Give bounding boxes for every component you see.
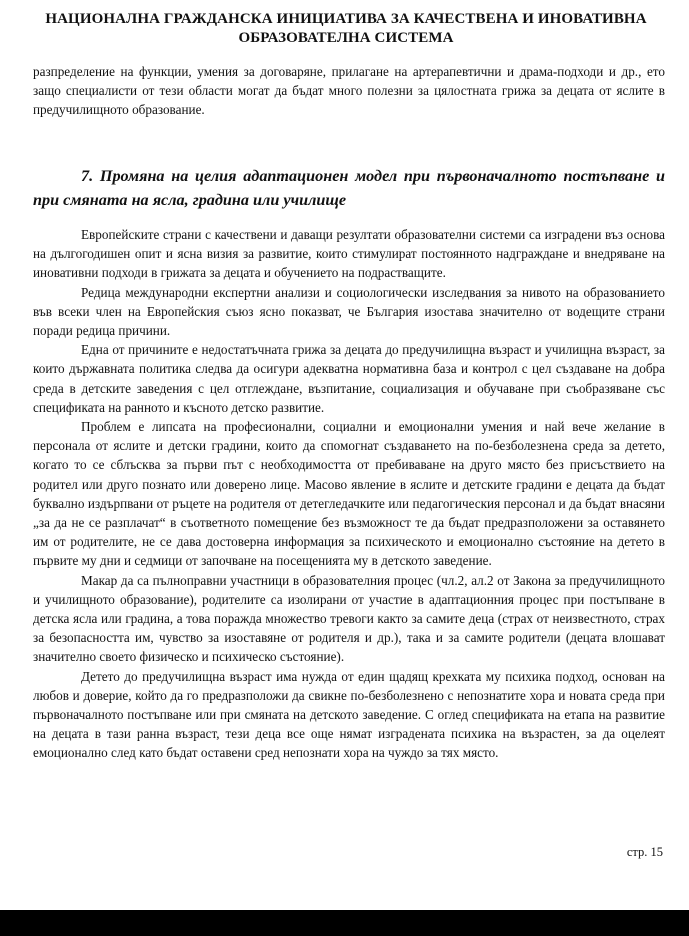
paragraph: Европейските страни с качествени и даващи резултати образователни системи са изградени въз основа на дългогодишен опит и ясна визия за развитие, които стимулират постоянното надграждане и внедряване на иновативни подходи в грижата за децата и обучението на подрастващите.	[33, 227, 665, 281]
paragraph: Макар да са пълноправни участници в образователния процес (чл.2, ал.2 от Закона за предучилищното и училищното образование), родителите са изолирани от участие в адаптационния процес при постъпване в детска ясла или градина, а това поражда множество тревоги както за самите деца (страх от неизвестното, страх за безопасността им, чувство за изоставяне от родителя и др.), така и за самите родители (децата влошават значително своето физическо и психическо състояние).	[33, 572, 665, 665]
section-heading: 7. Промяна на целия адаптационен модел при първоначалното постъпване и при смяната на ясла, градина или училище	[33, 167, 665, 209]
header-line-1: НАЦИОНАЛНА ГРАЖДАНСКА ИНИЦИАТИВА ЗА КАЧЕСТВЕНА И ИНОВАТИВНА	[45, 11, 647, 27]
document-header	[40, 10, 652, 48]
bottom-black-bar	[0, 910, 689, 936]
section-body	[33, 225, 665, 763]
paragraph: Детето до предучилищна възраст има нужда от един щадящ крехката му психика подход, основан на любов и доверие, който да го предразположи да свикне по-безболезнено с непознатите хора и новата среда при първоначалното постъпване или при смяната на детското заведение. С оглед спецификата на етапа на развитие на децата в тази ранна възраст, тези деца все още нямат изградената психика на възрастен, за да оцелеят емоционално след като бъдат оставени сред непознати хора на чуждо за тях място.	[33, 668, 665, 761]
intro-text	[33, 62, 665, 120]
paragraph: Редица международни експертни анализи и социологически изследвания за нивото на образованието във всеки член на Европейския съюз ясно показват, че България изостава значително от водещите страни поради редица причини.	[33, 284, 665, 339]
paragraph: Една от причините е недостатъчната грижа за децата до предучилищна възраст и училищна възраст, за които държавната политика следва да осигури адекватна нормативна база и контрол с цел създаване на добра среда в детските заведения с цел отглеждане, възпитание, социализация и обучаване при съобразяване със спецификата на ранното и късното детско развитие.	[33, 342, 665, 415]
paragraph: Проблем е липсата на професионални, социални и емоционални умения и най вече желание в персонала от яслите и детски градини, които да спомогнат създаването на по-безболезнена среда за детето, когато то се сблъсква за първи път с необходимостта от пребиваване на друго място без присъствието на родител или друго познато или доверено лице. Масово явление в яслите и детските градини е децата да бъдат буквално издърпвани от ръцете на родителя от детегледачките или педагогическия персонал и да бъдат внасяни „за да не се разплачат“ в съответното помещение без възможност те да бъдат предразположени за оставянето им от родителите, не се дава достоверна информация за психическото и емоционално състояние на детето в първите му дни и седмици от започване на посещенията му в детското заведение.	[33, 419, 665, 569]
header-line-2: ОБРАЗОВАТЕЛНА СИСТЕМА	[238, 30, 454, 46]
page-number: стр. 15	[626, 845, 663, 859]
intro-paragraph: разпределение на функции, умения за договаряне, прилагане на артерапевтични и драма-подходи и др., ето защо специалисти от тези области могат да бъдат много полезни за цялостната грижа за децата от яслите в предучилищното образование.	[33, 64, 665, 118]
